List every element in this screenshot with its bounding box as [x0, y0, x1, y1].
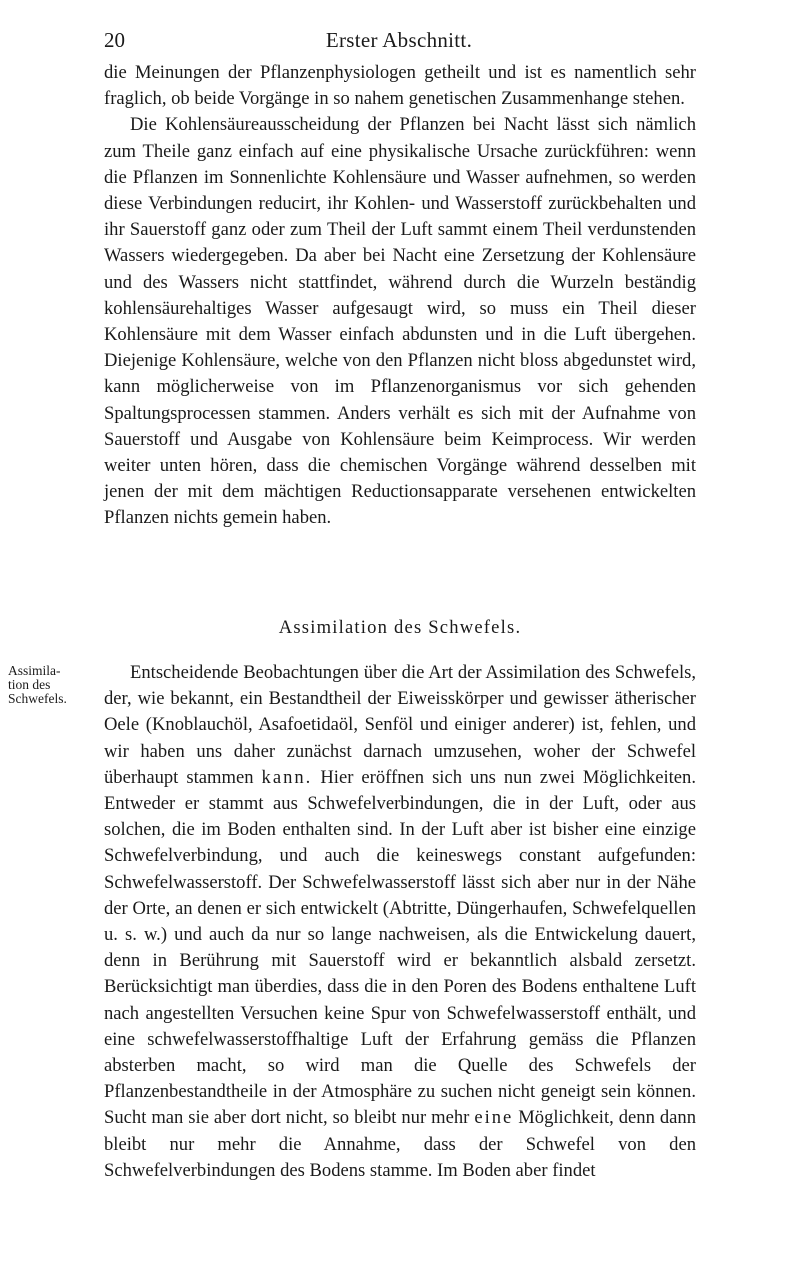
margin-note-line: Schwefels. — [8, 691, 67, 706]
paragraph-text-part: Möglichkeit, denn dann bleibt nur mehr die Annahme, dass der Schwefel von den Schwefelverbindungen des Bodens stamme. Im Boden aber findet — [104, 1107, 697, 1181]
text-block-section — [104, 660, 696, 1184]
text-block-top — [104, 60, 696, 532]
emphasis-eine: eine — [474, 1107, 514, 1129]
section-title: Assimilation des Schwefels. — [278, 617, 522, 638]
page-header — [104, 28, 694, 54]
margin-note — [8, 664, 98, 706]
margin-note-line: tion des — [8, 677, 51, 692]
paragraph-schwefel — [104, 660, 696, 1184]
paragraph-kohlensaeure: Die Kohlensäureausscheidung der Pflanzen bei Nacht lässt sich nämlich zum Theile ganz einfach auf eine physikalische Ursache zurückführen: wenn die Pflanzen im Sonnenlichte Kohlensäure und Wasser aufnehmen, so werden diese Verbindungen reducirt, ihr Kohlen- und Wasserstoff zurückbehalten und ihr Sauerstoff ganz oder zum Theil der Luft sammt einem Theil verdunstenden Wassers wiedergegeben. Da aber bei Nacht eine Zersetzung der Kohlensäure und des Wassers nicht stattfindet, während durch die Wurzeln beständig kohlensäurehaltiges Wasser aufgesaugt wird, so muss ein Theil dieser Kohlensäure mit dem Wasser einfach abdunsten und in die Luft übergehen. Diejenige Kohlensäure, welche von den Pflanzen nicht bloss abgedunstet wird, kann möglicherweise von im Pflanzenorganismus vor sich gehenden Spaltungsprocessen stammen. Anders verhält es sich mit der Aufnahme von Sauerstoff und Ausgabe von Kohlensäure beim Keimprocess. Wir werden weiter unten hören, dass die chemischen Vorgänge während desselben mit jenen der mit dem mächtigen Reductionsapparate versehenen entwickelten Pflanzen nichts gemein haben. — [104, 114, 696, 529]
paragraph-continuation: die Meinungen der Pflanzenphysiologen getheilt und ist es namentlich sehr fraglich, ob beide Vorgänge in so nahem genetischen Zusammenhange stehen. — [104, 62, 696, 110]
paragraph-text-part: Entscheidende Beobachtungen über die Art der Assimilation des Schwefels, der, wie bekannt, ein Bestandtheil der Eiweisskörper und gewisser ätherischer Oele (Knoblauchöl, Asafoetidaöl, Senföl und einiger anderer) ist, fehlen, und wir haben uns daher zunächst darnach umzusehen, woher der Schwefel überhaupt stammen — [104, 662, 696, 788]
paragraph-text-part: Hier eröffnen sich uns nun zwei Möglichkeiten. Entweder er stammt aus Schwefelverbindungen, die in der Luft, oder aus solchen, die im Boden enthalten sind. In der Luft aber ist bisher eine einzige Schwefelverbindung, und auch die keineswegs constant aufgefunden: Schwefelwasserstoff. Der Schwefelwasserstoff lässt sich aber nur in der Nähe der Orte, an denen er sich entwickelt (Abtritte, Düngerhaufen, Schwefelquellen u. s. w.) und auch da nur so lange nachweisen, als die Entwickelung dauert, denn in Berührung mit Sauerstoff wird er bekanntlich alsbald zersetzt. Berücksichtigt man überdies, dass die in den Poren des Bodens enthaltene Luft nach angestellten Versuchen keine Spur von Schwefelwasserstoff enthält, und eine schwefelwasserstoffhaltige Luft der Erfahrung gemäss die Pflanzen absterben macht, so wird man die Quelle des Schwefels der Pflanzenbestandtheile in der Atmosphäre zu suchen nicht geneigt sein können. Sucht man sie aber dort nicht, so bleibt nur mehr — [104, 766, 696, 1129]
page-number: 20 — [104, 28, 125, 52]
running-head: Erster Abschnitt. — [325, 28, 473, 52]
emphasis-kann: kann. — [261, 766, 313, 788]
margin-note-line: Assimila- — [8, 663, 61, 678]
